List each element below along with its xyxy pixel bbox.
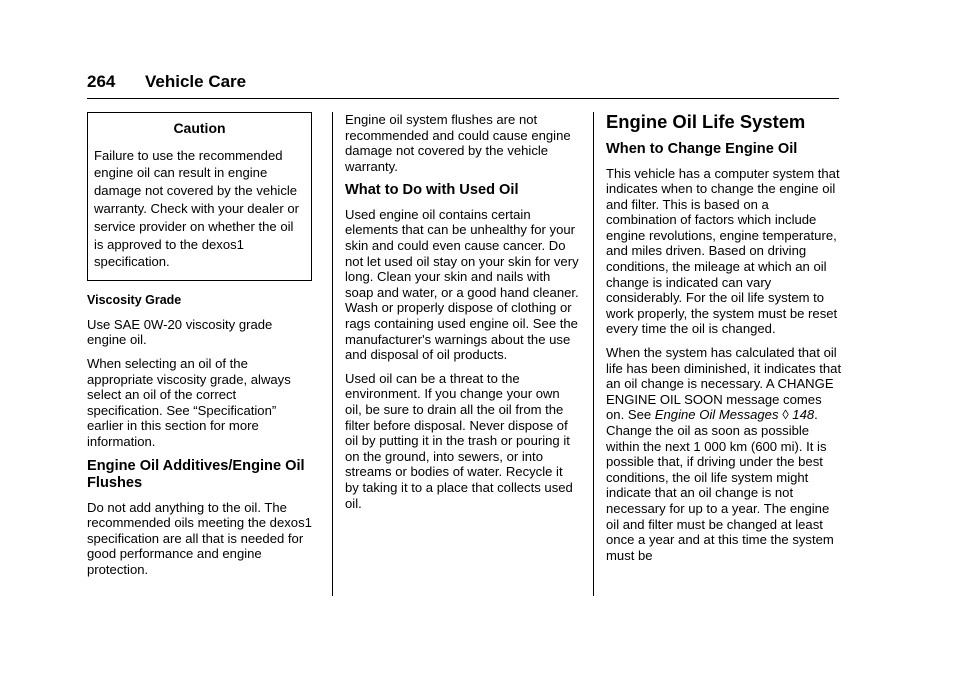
additives-heading: Engine Oil Additives/Engine Oil Flushes: [87, 457, 305, 492]
used-oil-paragraph-2: Used oil can be a threat to the environment. If you change your own oil, be sure to drain all the oil from the filter before disposal. Never dispose of oil by putting it in the trash or pouring it on the ground, into sewers, or into streams or bodies of water. Recycle it by taking it to a place that collects used oil.: [345, 370, 573, 511]
oil-life-paragraph-2: [606, 345, 842, 563]
viscosity-heading: Viscosity Grade: [87, 293, 182, 308]
viscosity-paragraph-1: Use SAE 0W-20 viscosity grade engine oil.: [87, 316, 273, 348]
caution-text: Failure to use the recommended engine oil can result in engine damage not covered by the vehicle warranty. Check with your dealer or service provider on whether the oil is approved to the dexos1 specification.: [94, 147, 299, 270]
column-3: [606, 112, 842, 571]
oil-life-title: Engine Oil Life System: [606, 111, 806, 132]
used-oil-paragraph-1: Used engine oil contains certain elements that can be unhealthy for your skin and could even cause cancer. Do not let used oil stay on your skin for very long. Clean your skin and nails with soap and water, or a good hand cleaner. Wash or properly dispose of clothing or rags containing used engine oil. See the manufacturer's warnings about the use and disposal of oil products.: [345, 206, 579, 363]
page-reference-number[interactable]: 148: [792, 407, 815, 423]
engine-oil-messages-link[interactable]: Engine Oil Messages: [654, 407, 779, 423]
additives-paragraph-1: Do not add anything to the oil. The recommended oils meeting the dexos1 specification are all that is needed for good performance and engine protection.: [87, 499, 312, 577]
caution-title: Caution: [173, 120, 226, 136]
page-number: 264: [87, 72, 116, 91]
viscosity-paragraph-2: When selecting an oil of the appropriate viscosity grade, always select an oil of the correct specification. See “Specification” earlier in this section for more information.: [87, 355, 291, 449]
oil-life-paragraph-1: This vehicle has a computer system that indicates when to change the engine oil and filter. This is based on a combination of factors which include engine revolutions, engine temperature, and miles driven. Based on driving conditions, the mileage at which an oil change is indicated can vary considerably. For the oil life system to work properly, the system must be reset every time the oil is changed.: [606, 165, 840, 337]
header-rule: [87, 98, 839, 99]
page-header: [87, 72, 246, 92]
additives-paragraph-2: Engine oil system flushes are not recommended and could cause engine damage not covered by the vehicle warranty.: [345, 112, 571, 174]
section-title: Vehicle Care: [145, 72, 247, 91]
column-2: [345, 112, 580, 519]
caution-box: [87, 112, 312, 281]
column-1: [87, 112, 312, 585]
oil-life-paragraph-2-start: When the system has calculated that oil life has been diminished, it indicates that an oil change is necessary. A CHANGE ENGINE OIL SOON message comes on. See: [606, 345, 842, 423]
column-divider-1: [332, 112, 333, 596]
oil-life-paragraph-2-end: . Change the oil as soon as possible within the next 1 000 km (600 mi). It is possible that, if driving under the best conditions, the oil life system might indicate that an oil change is not necessary for up to a year. The engine oil and filter must be changed at least once a year and at this time the system must be: [606, 407, 834, 563]
page-reference-icon: ◊: [782, 407, 789, 423]
column-divider-2: [593, 112, 594, 596]
used-oil-heading: What to Do with Used Oil: [345, 182, 519, 199]
oil-change-heading: When to Change Engine Oil: [606, 141, 798, 157]
